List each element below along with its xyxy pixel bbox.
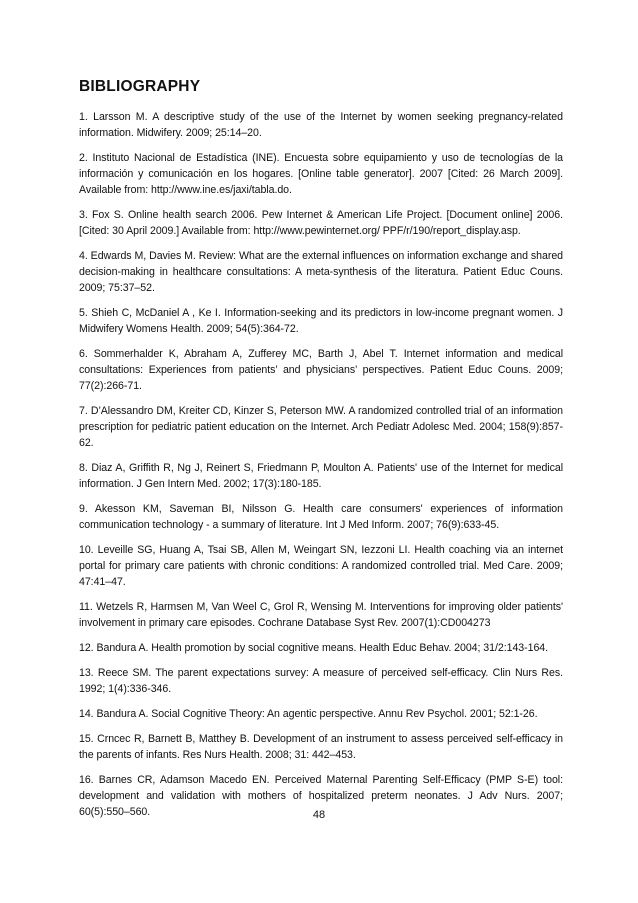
reference-item: 1. Larsson M. A descriptive study of the use of the Internet by women seeking pregnancy-related information. Midwifery. 2009; 25:14–20.	[79, 111, 563, 139]
reference-item: 9. Akesson KM, Saveman BI, Nilsson G. Health care consumers' experiences of information communication technology - a summary of literature. Int J Med Inform. 2007; 76(9):633-45.	[79, 503, 563, 531]
reference-item: 16. Barnes CR, Adamson Macedo EN. Perceived Maternal Parenting Self-Efficacy (PMP S-E) tool: development and validation with mothers of hospitalized preterm neonates. J Adv Nurs. 2007; 60(5):550–560.	[79, 774, 563, 818]
reference-item: 13. Reece SM. The parent expectations survey: A measure of perceived self-efficacy. Clin Nurs Res. 1992; 1(4):336-346.	[79, 667, 563, 695]
reference-item: 12. Bandura A. Health promotion by social cognitive means. Health Educ Behav. 2004; 31/2:143-164.	[79, 642, 549, 654]
reference-item: 15. Crncec R, Barnett B, Matthey B. Development of an instrument to assess perceived self-efficacy in the parents of infants. Res Nurs Health. 2008; 31: 442–453.	[79, 733, 563, 761]
reference-item: 5. Shieh C, McDaniel A , Ke I. Information-seeking and its predictors in low-income pregnant women. J Midwifery Womens Health. 2009; 54(5):364-72.	[79, 307, 563, 335]
page-number: 48	[312, 809, 326, 821]
reference-item: 7. D’Alessandro DM, Kreiter CD, Kinzer S, Peterson MW. A randomized controlled trial of an information prescription for pediatric patient education on the Internet. Arch Pediatr Adolesc Med. 2004; 158(9):857-62.	[79, 405, 563, 449]
reference-list	[79, 109, 563, 820]
reference-item: 10. Leveille SG, Huang A, Tsai SB, Allen M, Weingart SN, Iezzoni LI. Health coaching via an internet portal for primary care patients with chronic conditions: A randomized controlled trial. Med Care. 2009; 47:41–47.	[79, 544, 563, 588]
reference-item: 3. Fox S. Online health search 2006. Pew Internet & American Life Project. [Document online] 2006. [Cited: 30 April 2009.] Available from: http://www.pewinternet.org/ PPF/r/190/report_display.asp.	[79, 209, 563, 237]
reference-item: 14. Bandura A. Social Cognitive Theory: An agentic perspective. Annu Rev Psychol. 2001; 52:1-26.	[79, 708, 538, 720]
bibliography-title: BIBLIOGRAPHY	[79, 78, 201, 95]
reference-item: 4. Edwards M, Davies M. Review: What are the external influences on information exchange and shared decision-making in healthcare consultations: A meta-synthesis of the literatura. Patient Educ Couns. 2009; 75:37–52.	[79, 250, 563, 294]
reference-item: 8. Diaz A, Griffith R, Ng J, Reinert S, Friedmann P, Moulton A. Patients' use of the Internet for medical information. J Gen Intern Med. 2002; 17(3):180-185.	[79, 462, 563, 490]
document-page	[79, 78, 563, 829]
reference-item: 6. Sommerhalder K, Abraham A, Zufferey MC, Barth J, Abel T. Internet information and medical consultations: Experiences from patients’ and physicians’ perspectives. Patient Educ Couns. 2009; 77(2):266-71.	[79, 348, 563, 392]
reference-item: 2. Instituto Nacional de Estadística (INE). Encuesta sobre equipamiento y uso de tecnologías de la información y comunicación en los hogares. [Online table generator]. 2007 [Cited: 26 March 2009]. Available from: http://www.ine.es/jaxi/tabla.do.	[79, 152, 563, 196]
reference-item: 11. Wetzels R, Harmsen M, Van Weel C, Grol R, Wensing M. Interventions for improving older patients' involvement in primary care episodes. Cochrane Database Syst Rev. 2007(1):CD004273	[79, 601, 563, 629]
